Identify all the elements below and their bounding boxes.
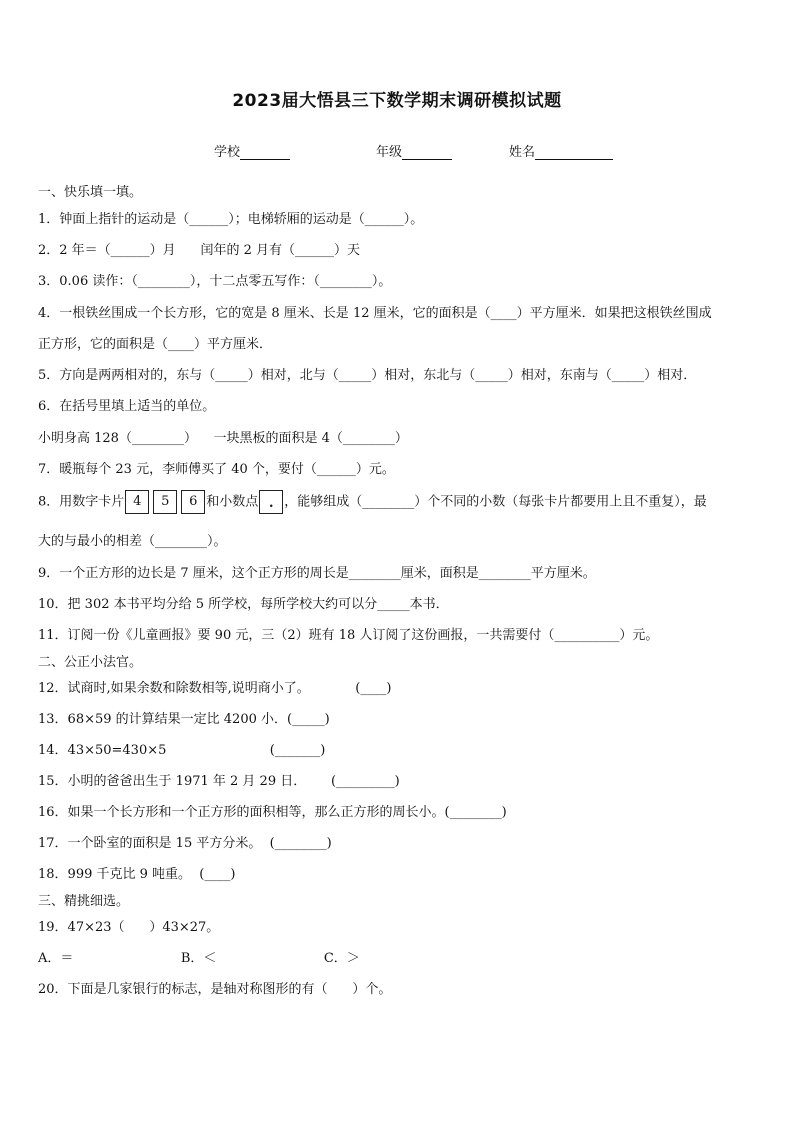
grade-label: 年级 (376, 145, 403, 160)
question-13: 13．68×59 的计算结果一定比 4200 小．(_____) (38, 712, 330, 727)
grade-blank[interactable] (402, 147, 452, 160)
page-title: 2023届大悟县三下数学期末调研模拟试题 (232, 91, 562, 111)
question-10: 10．把 302 本书平均分给 5 所学校，每所学校大约可以分_____本书． (38, 597, 449, 612)
question-3: 3．0.06 读作：（________），十二点零五写作：（________）。 (38, 274, 392, 289)
question-5: 5．方向是两两相对的，东与（_____）相对，北与（_____）相对，东北与（_____）相对，东南与（_____）相对． (38, 368, 697, 383)
question-6-items: 小明身高 128（________） 一块黑板的面积是 4（________） (38, 431, 408, 446)
question-15: 15．小明的爸爸出生于 1971 年 2 月 29 日． (_________) (38, 774, 400, 789)
digit-card: 6 (181, 490, 205, 514)
name-label: 姓名 (509, 145, 536, 160)
question-16: 16．如果一个长方形和一个正方形的面积相等，那么正方形的周长小。(________) (38, 805, 507, 820)
question-19: 19．47×23（ ）43×27。 (38, 920, 220, 935)
question-4-line-1: 4．一根铁丝围成一个长方形，它的宽是 8 厘米、长是 12 厘米，它的面积是（____）平方厘米．如果把这根铁丝围成 (38, 306, 712, 321)
section-3-heading: 三、精挑细选。 (38, 894, 130, 909)
school-field (214, 141, 290, 160)
grade-field (376, 141, 452, 160)
question-8-line-2: 大的与最小的相差（________）。 (38, 534, 227, 549)
question-20: 20．下面是几家银行的标志，是轴对称图形的有（ ）个。 (38, 982, 392, 997)
decimal-point-card: . (259, 490, 283, 514)
decimal-point-card-wrap (259, 490, 283, 514)
digit-card: 5 (153, 490, 177, 514)
digit-card: 4 (125, 490, 149, 514)
question-8-suffix: ，能够组成（________）个不同的小数（每张卡片都要用上且不重复），最 (284, 494, 707, 510)
question-2: 2．2 年＝（______）月 闰年的 2 月有（______）天 (38, 243, 361, 258)
question-7: 7．暖瓶每个 23 元，李师傅买了 40 个，要付（______）元。 (38, 462, 395, 477)
question-14: 14．43×50=430×5 (_______) (38, 743, 326, 758)
question-17: 17．一个卧室的面积是 15 平方分米。 (________) (38, 836, 332, 851)
section-2-heading: 二、公正小法官。 (38, 655, 143, 670)
question-19-options: A．＝ B．＜ C．＞ (38, 951, 360, 966)
question-6: 6．在括号里填上适当的单位。 (38, 399, 216, 414)
digit-cards (125, 490, 205, 514)
question-8-mid: 和小数点 (206, 494, 259, 510)
question-4-line-2: 正方形，它的面积是（____）平方厘米． (38, 337, 273, 352)
school-blank[interactable] (240, 147, 290, 160)
name-field (509, 141, 613, 160)
name-blank[interactable] (535, 147, 613, 160)
question-8-line-1 (38, 490, 707, 514)
section-1-heading: 一、快乐填一填。 (38, 185, 143, 200)
school-label: 学校 (214, 145, 241, 160)
question-9: 9．一个正方形的边长是 7 厘米，这个正方形的周长是________厘米，面积是________平方厘米。 (38, 566, 596, 581)
question-12: 12．试商时,如果余数和除数相等,说明商小了。 (____) (38, 681, 392, 696)
question-11: 11．订阅一份《儿童画报》要 90 元，三（2）班有 18 人订阅了这份画报，一共需要付（__________）元。 (38, 628, 659, 643)
question-8-prefix: 8．用数字卡片 (38, 494, 125, 510)
question-18: 18．999 千克比 9 吨重。 (____) (38, 867, 236, 882)
question-1: 1．钟面上指针的运动是（______）；电梯轿厢的运动是（______）。 (38, 212, 424, 227)
